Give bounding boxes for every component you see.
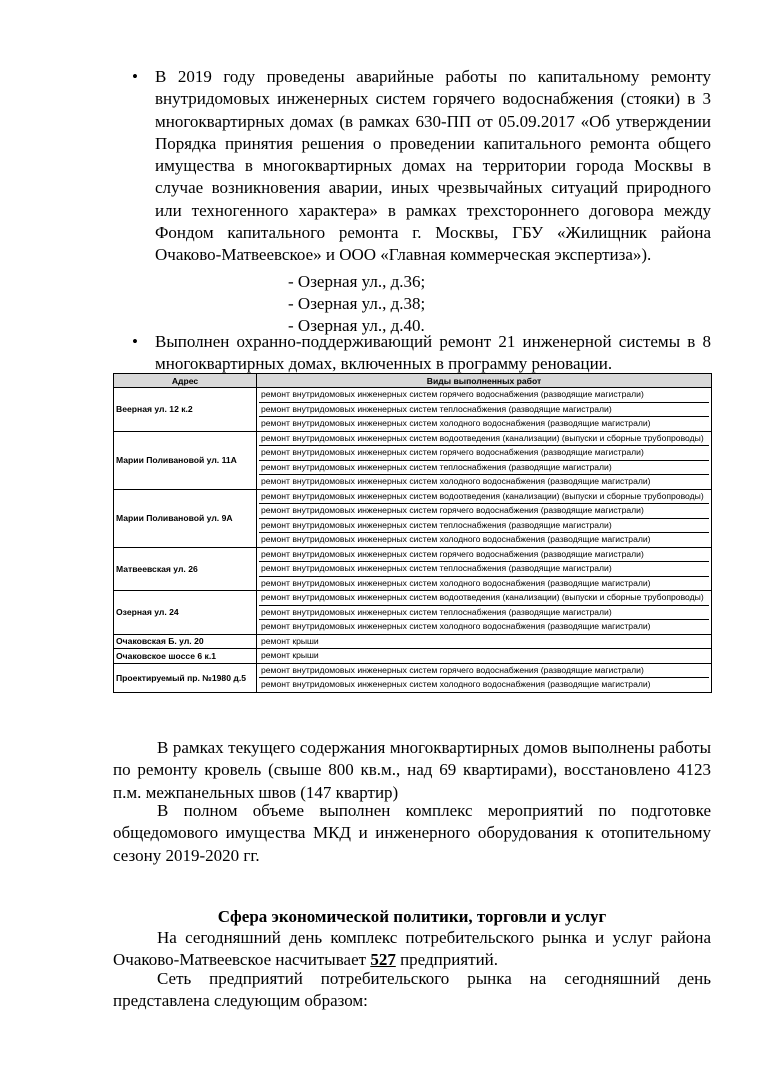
table-row	[114, 649, 712, 664]
work-item: ремонт внутридомовых инженерных систем горячего водоснабжения (разводящие магистрали)	[261, 664, 644, 675]
address-cell: Марии Поливановой ул. 9А	[114, 489, 257, 547]
address-cell: Марии Поливановой ул. 11А	[114, 431, 257, 489]
works-cell	[257, 663, 712, 692]
work-item: ремонт внутридомовых инженерных систем холодного водоснабжения (разводящие магистрали)	[259, 416, 709, 431]
work-item: ремонт внутридомовых инженерных систем холодного водоснабжения (разводящие магистрали)	[259, 532, 709, 547]
work-item: ремонт внутридомовых инженерных систем теплоснабжения (разводящие магистрали)	[259, 561, 709, 576]
bullet-marker: •	[132, 67, 138, 86]
table-row	[114, 431, 712, 489]
work-item: ремонт внутридомовых инженерных систем теплоснабжения (разводящие магистрали)	[259, 460, 709, 475]
address-cell: Очаковское шоссе 6 к.1	[114, 649, 257, 664]
address-cell: Веерная ул. 12 к.2	[114, 388, 257, 432]
bullet-marker: •	[132, 332, 138, 351]
address-cell: Проектируемый пр. №1980 д.5	[114, 663, 257, 692]
work-item: ремонт внутридомовых инженерных систем водоотведения (канализации) (выпуски и сборные трубопроводы)	[261, 592, 704, 602]
work-item: ремонт внутридомовых инженерных систем водоотведения (канализации) (выпуски и сборные трубопроводы)	[261, 432, 704, 443]
works-cell	[257, 431, 712, 489]
work-item: ремонт крыши	[261, 650, 319, 660]
work-item: ремонт внутридомовых инженерных систем горячего водоснабжения (разводящие магистрали)	[259, 445, 709, 460]
paragraph-text: Сеть предприятий потребительского рынка на сегодняшний день представлена следующим образом:	[113, 969, 711, 1011]
work-item: ремонт внутридомовых инженерных систем горячего водоснабжения (разводящие магистрали)	[259, 503, 709, 518]
paragraph-network	[113, 968, 711, 1013]
address-item: - Озерная ул., д.40.	[288, 316, 425, 335]
work-item: ремонт внутридомовых инженерных систем холодного водоснабжения (разводящие магистрали)	[259, 474, 709, 489]
address-cell: Озерная ул. 24	[114, 591, 257, 635]
works-cell	[257, 489, 712, 547]
work-item: ремонт внутридомовых инженерных систем горячего водоснабжения (разводящие магистрали)	[261, 389, 644, 399]
works-cell	[257, 547, 712, 591]
table-row	[114, 489, 712, 547]
work-item: ремонт внутридомовых инженерных систем холодного водоснабжения (разводящие магистрали)	[259, 576, 709, 591]
works-cell	[257, 634, 712, 649]
works-cell	[257, 649, 712, 664]
paragraph-enterprises-count	[113, 927, 711, 972]
bullet-item-emergency-repairs: В 2019 году проведены аварийные работы по капитальному ремонту внутридомовых инженерных систем горячего водоснабжения (стояки) в 3 многоквартирных домах (в рамках 630-ПП от 05.09.2017 «Об утверждении Порядка принятия решения о проведении капитального ремонта общего имущества в многоквартирных домах на территории города Москвы в случае возникновения аварии, иных чрезвычайных ситуаций природного или техногенного характера» в рамках трехстороннего договора между Фондом капитального ремонта г. Москвы, ГБУ «Жилищник района Очаково-Матвеевское» и ООО «Главная коммерческая экспертиза»).	[155, 67, 711, 265]
work-item: ремонт внутридомовых инженерных систем теплоснабжения (разводящие магистрали)	[259, 518, 709, 533]
table-header-works: Виды выполненных работ	[257, 374, 712, 388]
address-item: - Озерная ул., д.38;	[288, 294, 426, 313]
work-item: ремонт крыши	[261, 635, 319, 646]
work-item: ремонт внутридомовых инженерных систем холодного водоснабжения (разводящие магистрали)	[259, 677, 709, 692]
works-cell	[257, 591, 712, 635]
table-row	[114, 634, 712, 649]
address-cell: Очаковская Б. ул. 20	[114, 634, 257, 649]
work-item: ремонт внутридомовых инженерных систем водоотведения (канализации) (выпуски и сборные трубопроводы)	[261, 490, 704, 501]
paragraph-text: предприятий.	[395, 950, 499, 970]
section-heading: Сфера экономической политики, торговли и услуг	[217, 907, 607, 926]
address-cell: Матвеевская ул. 26	[114, 547, 257, 591]
table-row	[114, 663, 712, 692]
paragraph-text: В полном объеме выполнен комплекс мероприятий по подготовке общедомового имущества МКД и инженерного оборудования к отопительному сезону 2019-2020 гг.	[113, 801, 711, 865]
work-item: ремонт внутридомовых инженерных систем теплоснабжения (разводящие магистрали)	[259, 402, 709, 417]
paragraph-text: На сегодняшний день комплекс потребительского рынка и услуг района Очаково-Матвеевское насчитывает	[113, 928, 711, 970]
work-item: ремонт внутридомовых инженерных систем теплоснабжения (разводящие магистрали)	[259, 605, 709, 620]
table-row	[114, 591, 712, 635]
bullet-item-maintenance-repair: Выполнен охранно-поддерживающий ремонт 21 инженерной системы в 8 многоквартирных домах, включенных в программу реновации.	[155, 332, 711, 374]
table-header-row	[114, 374, 712, 388]
address-item: - Озерная ул., д.36;	[288, 272, 426, 291]
table-header-address: Адрес	[114, 374, 257, 388]
table-row	[114, 388, 712, 432]
paragraph-text: В рамках текущего содержания многоквартирных домов выполнены работы по ремонту кровель (свыше 800 кв.м., над 69 квартирами), восстановлено 4123 п.м. межпанельных швов (147 квартир)	[113, 738, 711, 802]
enterprises-count: 527	[370, 950, 396, 970]
works-table	[113, 373, 712, 693]
work-item: ремонт внутридомовых инженерных систем холодного водоснабжения (разводящие магистрали)	[259, 619, 709, 634]
paragraph-roof-repairs	[113, 737, 711, 804]
work-item: ремонт внутридомовых инженерных систем горячего водоснабжения (разводящие магистрали)	[261, 548, 644, 559]
table-row	[114, 547, 712, 591]
paragraph-heating-season	[113, 800, 711, 867]
works-cell	[257, 388, 712, 432]
